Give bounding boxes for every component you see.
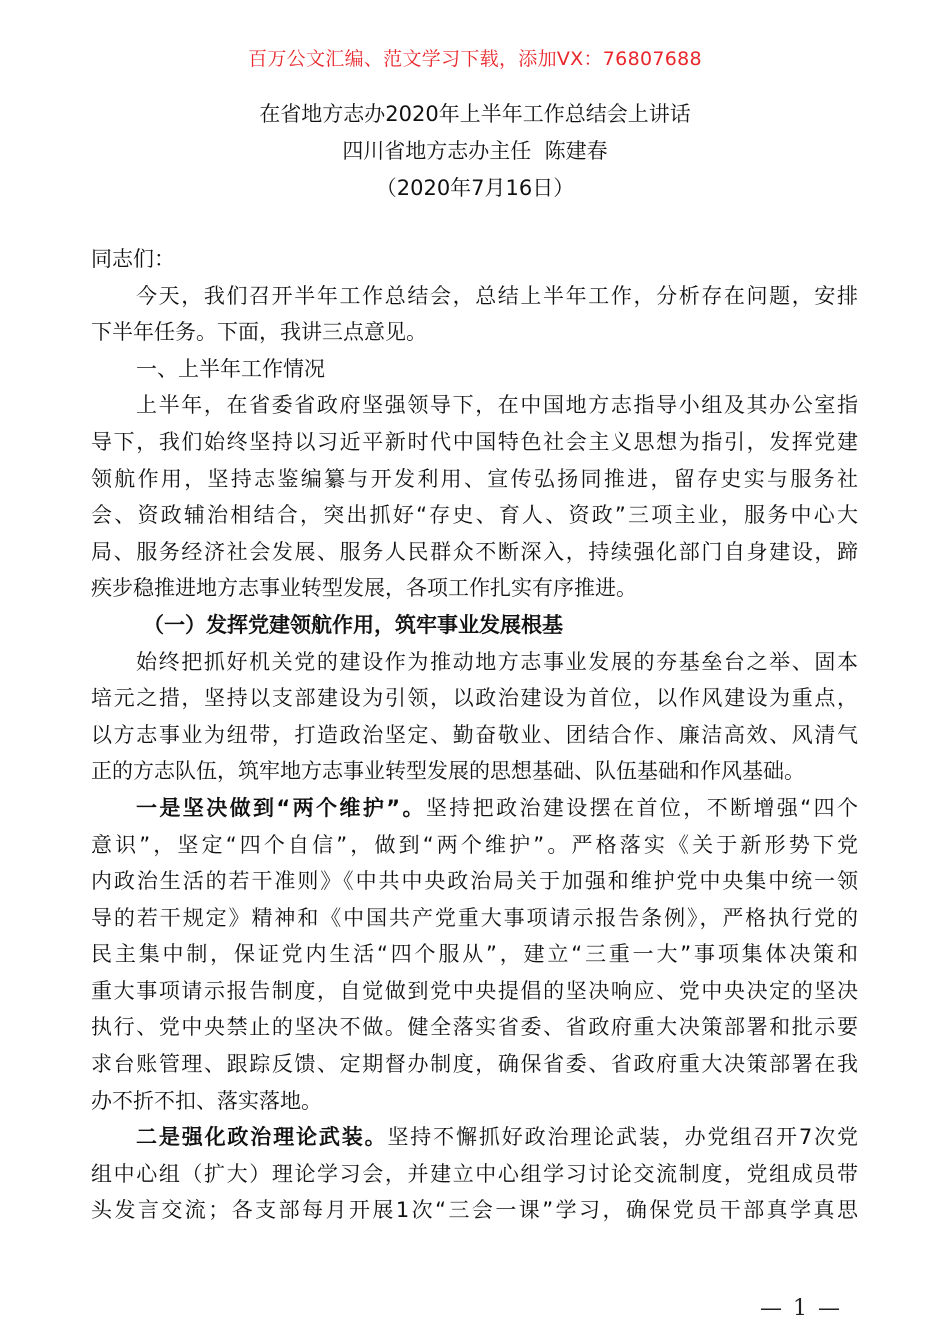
paragraph-line: 重大事项请示报告制度，自觉做到党中央提倡的坚决响应、党中央决定的坚决	[91, 978, 858, 1003]
point-lead: 二是强化政治理论武装。	[136, 1125, 388, 1150]
paragraph-line: 意识”，坚定“四个自信”，做到“两个维护”。严格落实《关于新形势下党	[91, 832, 858, 857]
document-body	[91, 241, 858, 1229]
point-text: 坚持把政治建设摆在首位，不断增强“四个	[425, 795, 858, 820]
paragraph-line: 组中心组（扩大）理论学习会，并建立中心组学习讨论交流制度，党组成员带	[91, 1161, 858, 1186]
paragraph-line: 以方志事业为纽带，打造政治坚定、勤奋敬业、团结合作、廉洁高效、风清气	[91, 722, 858, 747]
paragraph-line: 今天，我们召开半年工作总结会，总结上半年工作，分析存在问题，安排	[136, 283, 858, 308]
document-header	[0, 96, 950, 207]
paragraph-line: 办不折不扣、落实落地。	[91, 1088, 322, 1113]
point-text: 坚持不懈抓好政治理论武装，办党组召开7次党	[387, 1125, 858, 1150]
point-lead: 一是坚决做到“两个维护”。	[136, 795, 426, 820]
paragraph-line: 求台账管理、跟踪反馈、定期督办制度，确保省委、省政府重大决策部署在我	[91, 1052, 858, 1077]
paragraph-line: 会、资政辅治相结合，突出抓好“存史、育人、资政”三项主业，服务中心大	[91, 503, 858, 528]
paragraph-line: 执行、党中央禁止的坚决不做。健全落实省委、省政府重大决策部署和批示要	[91, 1015, 858, 1040]
speaker-line: 四川省地方志办主任 陈建春	[342, 139, 608, 163]
paragraph-line: 领航作用，坚持志鉴编纂与开发利用、宣传弘扬同推进，留存史实与服务社	[91, 466, 858, 491]
page-number: — 1 —	[760, 1296, 842, 1321]
paragraph-line: 上半年，在省委省政府坚强领导下，在中国地方志指导小组及其办公室指	[136, 393, 858, 418]
subsection-heading: （一）发挥党建领航作用，筑牢事业发展根基	[143, 612, 563, 637]
salutation: 同志们：	[91, 247, 175, 271]
paragraph-line: 正的方志队伍，筑牢地方志事业转型发展的思想基础、队伍基础和作风基础。	[91, 759, 805, 784]
paragraph-line: 始终把抓好机关党的建设作为推动地方志事业发展的夯基垒台之举、固本	[136, 649, 858, 674]
document-title: 在省地方志办2020年上半年工作总结会上讲话	[259, 102, 691, 126]
paragraph-line: 内政治生活的若干准则》《中共中央政治局关于加强和维护党中央集中统一领	[91, 869, 858, 894]
speech-date: （2020年7月16日）	[375, 176, 575, 200]
watermark-banner: 百万公文汇编、范文学习下载，添加VX：76807688	[248, 48, 702, 70]
paragraph-line: 下半年任务。下面，我讲三点意见。	[91, 320, 427, 345]
paragraph-line: 培元之措，坚持以支部建设为引领，以政治建设为首位，以作风建设为重点，	[91, 686, 858, 711]
paragraph-line: 局、服务经济社会发展、服务人民群众不断深入，持续强化部门自身建设，蹄	[91, 539, 858, 564]
section-heading: 一、上半年工作情况	[136, 356, 325, 381]
point-first-line	[91, 1119, 858, 1156]
paragraph-line: 导的若干规定》精神和《中国共产党重大事项请示报告条例》，严格执行党的	[91, 905, 858, 930]
paragraph-line: 导下，我们始终坚持以习近平新时代中国特色社会主义思想为指引，发挥党建	[91, 429, 858, 454]
paragraph-line: 疾步稳推进地方志事业转型发展，各项工作扎实有序推进。	[91, 576, 637, 601]
point-first-line	[91, 790, 858, 827]
paragraph-line: 民主集中制，保证党内生活“四个服从”，建立“三重一大”事项集体决策和	[91, 942, 858, 967]
paragraph-line: 头发言交流；各支部每月开展1次“三会一课”学习，确保党员干部真学真思	[91, 1198, 858, 1223]
